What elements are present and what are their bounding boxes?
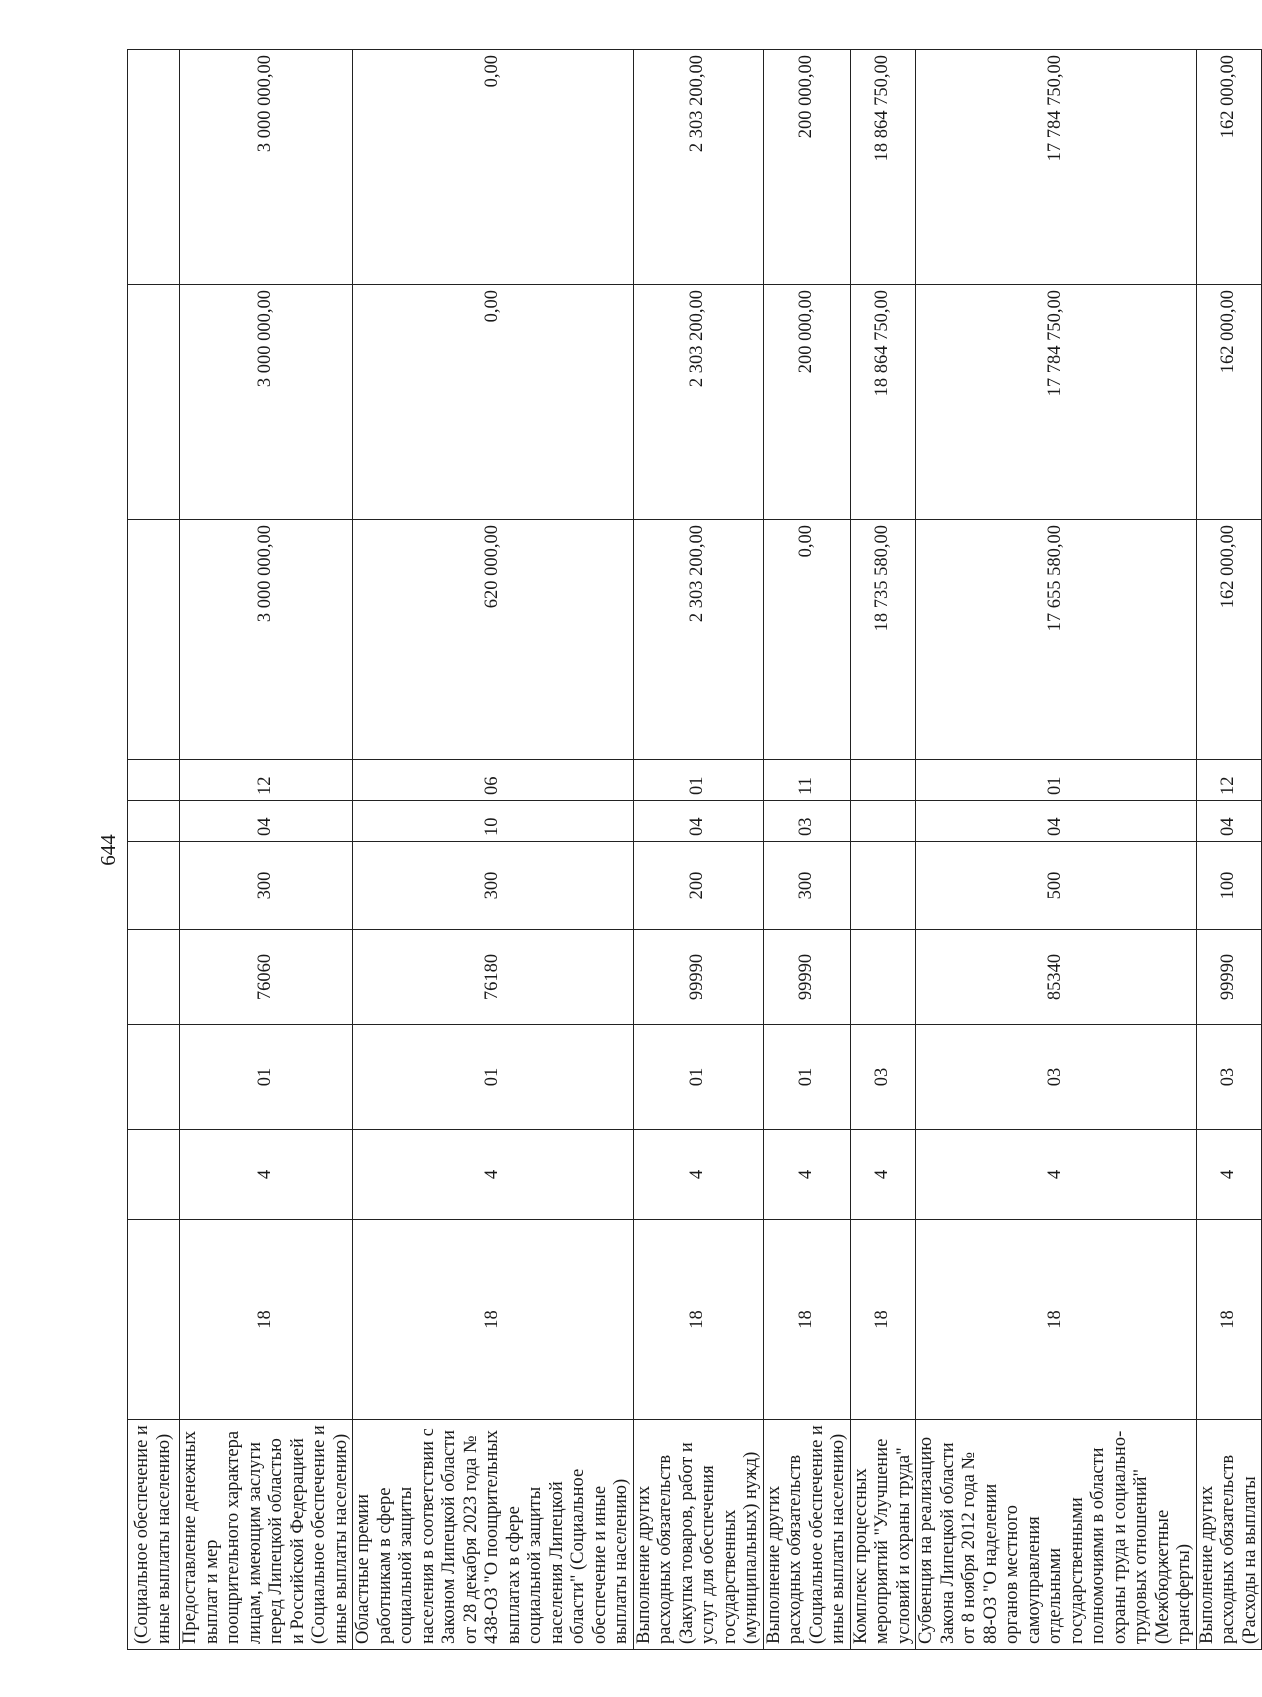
section-code-cell: 04 <box>633 801 763 842</box>
expense-type-cell <box>850 842 916 930</box>
amount-year3-cell: 0,00 <box>353 50 634 285</box>
amount-year2-cell: 2 303 200,00 <box>633 285 763 520</box>
program-code-cell <box>128 1130 180 1220</box>
subprogram-code-cell: 01 <box>633 1025 763 1130</box>
subprogram-code-cell <box>128 1025 180 1130</box>
table-row <box>850 50 916 1650</box>
row-name-cell: Областные премии работникам в сфере социальной защиты населения в соответствии с Законом Липецкой области от 28 декабря 2023 года № 438-ОЗ "О поощрительных выплатах в сфере социальной защиты населения Липецкой области" (Социальное обеспечение и иные выплаты населению) <box>353 1420 634 1650</box>
table-row <box>633 50 763 1650</box>
ministry-code-cell <box>128 1220 180 1420</box>
target-code-cell <box>128 930 180 1025</box>
target-code-cell: 85340 <box>916 930 1197 1025</box>
amount-year3-cell: 18 864 750,00 <box>850 50 916 285</box>
row-name-cell: Комплекс процессных мероприятий "Улучшение условий и охраны труда" <box>850 1420 916 1650</box>
subprogram-code-cell: 03 <box>916 1025 1197 1130</box>
program-code-cell: 4 <box>353 1130 634 1220</box>
amount-year1-cell <box>128 520 180 760</box>
section-code-cell: 04 <box>1196 801 1262 842</box>
table-row <box>180 50 353 1650</box>
section-code-cell: 04 <box>916 801 1197 842</box>
subsection-code-cell: 01 <box>916 760 1197 801</box>
amount-year1-cell: 18 735 580,00 <box>850 520 916 760</box>
ministry-code-cell: 18 <box>633 1220 763 1420</box>
target-code-cell <box>850 930 916 1025</box>
amount-year3-cell: 3 000 000,00 <box>180 50 353 285</box>
target-code-cell: 76180 <box>353 930 634 1025</box>
expense-type-cell: 200 <box>633 842 763 930</box>
subprogram-code-cell: 01 <box>180 1025 353 1130</box>
target-code-cell: 76060 <box>180 930 353 1025</box>
expense-type-cell <box>128 842 180 930</box>
ministry-code-cell: 18 <box>180 1220 353 1420</box>
subsection-code-cell: 06 <box>353 760 634 801</box>
target-code-cell: 99990 <box>763 930 850 1025</box>
subsection-code-cell: 12 <box>1196 760 1262 801</box>
program-code-cell: 4 <box>180 1130 353 1220</box>
ministry-code-cell: 18 <box>353 1220 634 1420</box>
table-row <box>1196 50 1262 1650</box>
row-name-cell: Предоставление денежных выплат и мер поощрительного характера лицам, имеющим заслуги перед Липецкой областью и Российской Федерацией (Социальное обеспечение и иные выплаты населению) <box>180 1420 353 1650</box>
budget-table <box>127 49 1262 1650</box>
row-name-cell: (Социальное обеспечение и иные выплаты населению) <box>128 1420 180 1650</box>
amount-year1-cell: 620 000,00 <box>353 520 634 760</box>
expense-type-cell: 300 <box>763 842 850 930</box>
row-name-cell: Субвенция на реализацию Закона Липецкой области от 8 ноября 2012 года № 88-ОЗ "О наделении органов местного самоуправления отдельными государственными полномочиями в области охраны труда и социально-трудовых отношений" (Межбюджетные трансферты) <box>916 1420 1197 1650</box>
program-code-cell: 4 <box>633 1130 763 1220</box>
table-container <box>127 50 1260 1650</box>
table-row <box>916 50 1197 1650</box>
target-code-cell: 99990 <box>633 930 763 1025</box>
row-name-cell: Выполнение других расходных обязательств (Закупка товаров, работ и услуг для обеспечения государственных (муниципальных) нужд) <box>633 1420 763 1650</box>
expense-type-cell: 100 <box>1196 842 1262 930</box>
amount-year2-cell: 18 864 750,00 <box>850 285 916 520</box>
amount-year3-cell: 2 303 200,00 <box>633 50 763 285</box>
ministry-code-cell: 18 <box>916 1220 1197 1420</box>
amount-year3-cell: 17 784 750,00 <box>916 50 1197 285</box>
program-code-cell: 4 <box>916 1130 1197 1220</box>
amount-year2-cell: 3 000 000,00 <box>180 285 353 520</box>
ministry-code-cell: 18 <box>850 1220 916 1420</box>
table-row <box>353 50 634 1650</box>
amount-year2-cell: 0,00 <box>353 285 634 520</box>
expense-type-cell: 300 <box>180 842 353 930</box>
amount-year3-cell: 200 000,00 <box>763 50 850 285</box>
amount-year1-cell: 3 000 000,00 <box>180 520 353 760</box>
amount-year1-cell: 0,00 <box>763 520 850 760</box>
section-code-cell: 10 <box>353 801 634 842</box>
subsection-code-cell: 12 <box>180 760 353 801</box>
program-code-cell: 4 <box>763 1130 850 1220</box>
expense-type-cell: 300 <box>353 842 634 930</box>
row-name-cell: Выполнение других расходных обязательств (Расходы на выплаты <box>1196 1420 1262 1650</box>
expense-type-cell: 500 <box>916 842 1197 930</box>
subsection-code-cell <box>128 760 180 801</box>
table-row <box>763 50 850 1650</box>
amount-year3-cell: 162 000,00 <box>1196 50 1262 285</box>
ministry-code-cell: 18 <box>763 1220 850 1420</box>
program-code-cell: 4 <box>850 1130 916 1220</box>
subsection-code-cell: 11 <box>763 760 850 801</box>
amount-year1-cell: 2 303 200,00 <box>633 520 763 760</box>
amount-year3-cell <box>128 50 180 285</box>
subprogram-code-cell: 03 <box>850 1025 916 1130</box>
row-name-cell: Выполнение других расходных обязательств (Социальное обеспечение и иные выплаты населению) <box>763 1420 850 1650</box>
ministry-code-cell: 18 <box>1196 1220 1262 1420</box>
section-code-cell: 03 <box>763 801 850 842</box>
table-row <box>128 50 180 1650</box>
target-code-cell: 99990 <box>1196 930 1262 1025</box>
subsection-code-cell: 01 <box>633 760 763 801</box>
page-number: 644 <box>96 834 120 866</box>
table-body <box>128 50 1262 1650</box>
amount-year1-cell: 17 655 580,00 <box>916 520 1197 760</box>
amount-year2-cell: 17 784 750,00 <box>916 285 1197 520</box>
amount-year2-cell: 162 000,00 <box>1196 285 1262 520</box>
section-code-cell <box>850 801 916 842</box>
subprogram-code-cell: 01 <box>763 1025 850 1130</box>
amount-year1-cell: 162 000,00 <box>1196 520 1262 760</box>
amount-year2-cell: 200 000,00 <box>763 285 850 520</box>
section-code-cell <box>128 801 180 842</box>
program-code-cell: 4 <box>1196 1130 1262 1220</box>
subsection-code-cell <box>850 760 916 801</box>
subprogram-code-cell: 03 <box>1196 1025 1262 1130</box>
section-code-cell: 04 <box>180 801 353 842</box>
subprogram-code-cell: 01 <box>353 1025 634 1130</box>
amount-year2-cell <box>128 285 180 520</box>
